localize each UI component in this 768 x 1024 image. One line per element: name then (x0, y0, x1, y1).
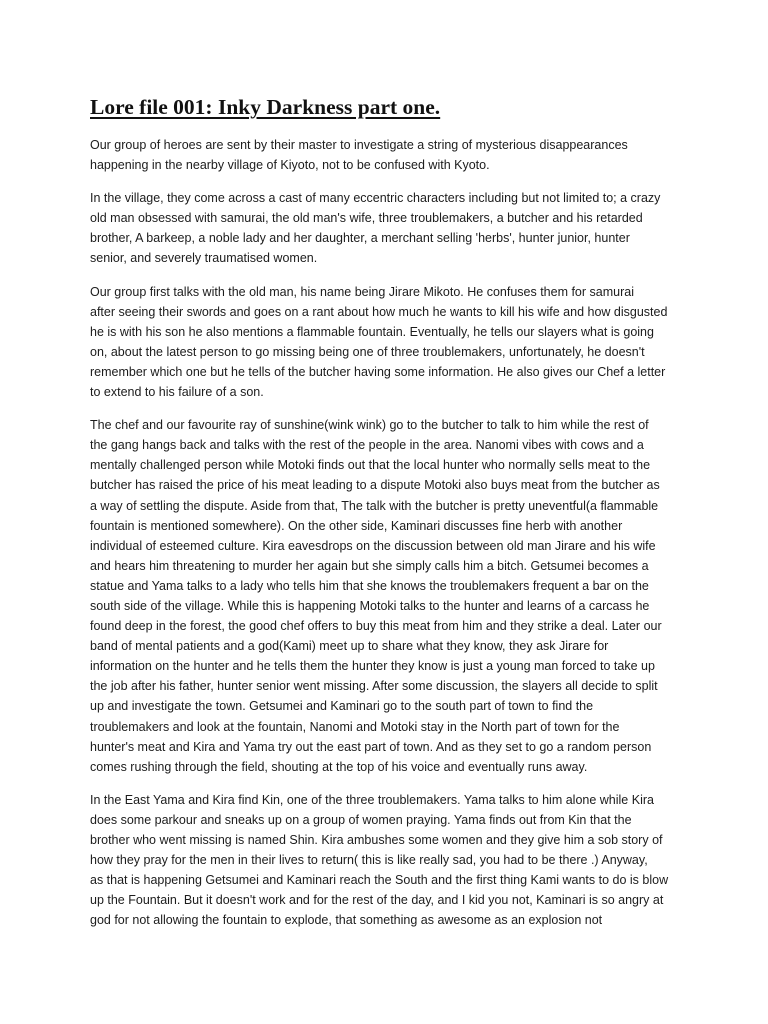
text-line: In the village, they come across a cast of many eccentric characters including but not limited to; a crazy (90, 191, 661, 206)
text-line: south side of the village. While this is happening Motoki talks to the hunter and learns of a carcass he (90, 598, 650, 613)
document-title: Lore file 001: Inky Darkness part one. (90, 95, 441, 119)
text-line: up and investigate the town. Getsumei and Kaminari go to the south part of town to find the (90, 699, 594, 714)
text-line: up the Fountain. But it doesn't work and for the rest of the day, and I kid you not, Kaminari is so angry at (90, 893, 664, 908)
text-line: hunter's meat and Kira and Yama try out the east part of town. And as they set to go a random person (90, 739, 652, 754)
text-line: comes rushing through the field, shouting at the top of his voice and eventually runs away. (90, 759, 588, 774)
text-line: found deep in the forest, the good chef offers to buy this meat from him and they strike a deal. Later our (90, 619, 662, 634)
body-paragraph (90, 282, 682, 403)
body-paragraph (90, 135, 682, 175)
text-line: Our group of heroes are sent by their master to investigate a string of mysterious disappearances (90, 138, 628, 152)
text-line: after seeing their swords and goes on a rant about how much he wants to kill his wife and how disgusted (90, 304, 668, 319)
text-line: on, about the latest person to go missing being one of three troublemakers, unfortunately, he doesn't (90, 344, 645, 359)
text-line: remember which one but he tells of the butcher having some information. He also gives our Chef a letter (90, 364, 666, 379)
text-line: he is with his son he also mentions a flammable fountain. Eventually, he tells our slayers what is going (90, 324, 654, 339)
text-line: happening in the nearby village of Kiyoto, not to be confused with Kyoto. (90, 158, 490, 173)
text-line: the gang hangs back and talks with the rest of the people in the area. Nanomi vibes with cows and a (90, 438, 644, 453)
text-line: fountain is mentioned somewhere). On the other side, Kaminari discusses fine herb with another (90, 518, 623, 533)
text-line: old man obsessed with samurai, the old man's wife, three troublemakers, a butcher and his retarded (90, 211, 643, 226)
text-line: information on the hunter and he tells them the hunter they know is just a young man forced to take up (90, 659, 655, 674)
text-line: troublemakers and look at the fountain, Nanomi and Motoki stay in the North part of town for the (90, 719, 620, 734)
document-body (90, 93, 682, 943)
text-line: senior, and severely traumatised women. (90, 251, 318, 266)
text-line: and hears him threatening to murder her again but she simply calls him a bitch. Getsumei becomes a (90, 558, 649, 573)
text-line: In the East Yama and Kira find Kin, one of the three troublemakers. Yama talks to him alone while Kira (90, 792, 654, 807)
text-line: as that is happening Getsumei and Kaminari reach the South and the first thing Kami wants to do is blow (90, 873, 669, 888)
text-line: the job after his father, hunter senior went missing. After some discussion, the slayers all decide to split (90, 679, 658, 694)
text-line: individual of esteemed culture. Kira eavesdrops on the discussion between old man Jirare and his wife (90, 538, 656, 553)
text-line: does some parkour and sneaks up on a group of women praying. Yama finds out from Kin that the (90, 812, 632, 827)
text-line: god for not allowing the fountain to explode, that something as awesome as an explosion not (90, 913, 603, 928)
text-line: Our group first talks with the old man, his name being Jirare Mikoto. He confuses them for samurai (90, 284, 634, 299)
body-paragraph (90, 790, 682, 931)
text-line: The chef and our favourite ray of sunshine(wink wink) go to the butcher to talk to him while the rest of (90, 418, 649, 433)
text-line: butcher has raised the price of his meat leading to a dispute Motoki also buys meat from the butcher as (90, 478, 660, 493)
text-line: to extend to his failure of a son. (90, 385, 264, 400)
paragraph-container (90, 135, 682, 930)
text-line: statue and Yama talks to a lady who tells him that she knows the troublemakers frequent a bar on the (90, 578, 649, 593)
text-line: how they pray for the men in their lives to return( this is like really sad, you had to be there .) Anyway, (90, 853, 648, 868)
text-line: band of mental patients and a god(Kami) meet up to share what they know, they ask Jirare for (90, 639, 609, 654)
body-paragraph (90, 188, 682, 268)
text-line: brother, A barkeep, a noble lady and her daughter, a merchant selling 'herbs', hunter junior, hunter (90, 231, 630, 246)
text-line: a way of settling the dispute. Aside from that, The talk with the butcher is pretty uneventful(a flammable (90, 498, 659, 513)
body-paragraph (90, 415, 682, 777)
text-line: brother who went missing is named Shin. Kira ambushes some women and they give him a sob story of (90, 833, 663, 847)
text-line: mentally challenged person while Motoki finds out that the local hunter who normally sells meat to the (90, 458, 651, 473)
